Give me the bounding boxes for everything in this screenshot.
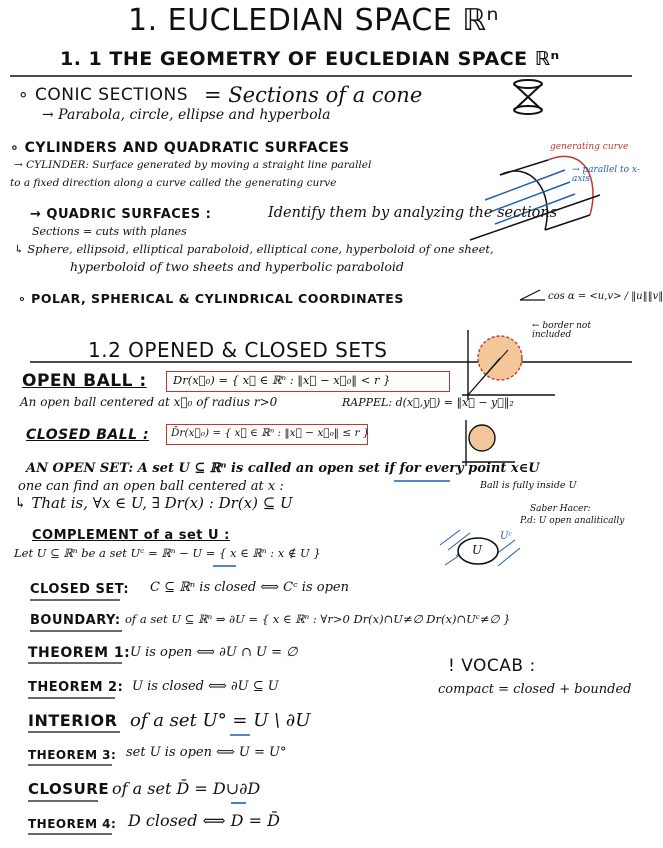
closed-set-text: C ⊆ ℝⁿ is closed ⟺ Cᶜ is open	[150, 580, 349, 595]
vocab-heading: ! VOCAB :	[448, 656, 536, 676]
theorem-2-text: U is closed ⟺ ∂U ⊆ U	[132, 679, 279, 694]
theorem-1-label: THEOREM 1:	[28, 645, 131, 661]
open-set-line2: one can find an open ball centered at x :	[18, 479, 284, 494]
open-set-line3: ↳ That is, ∀x ∈ U, ∃ Dr(x) : Dr(x) ⊆ U	[14, 494, 293, 512]
closed-set-label: CLOSED SET:	[30, 582, 130, 597]
section-1-1-title: 1. 1 THE GEOMETRY OF EUCLEDIAN SPACE ℝⁿ	[60, 48, 560, 70]
saber-line2: P.d: U open analitically	[520, 516, 625, 526]
theorem-3-label: THEOREM 3:	[28, 748, 117, 762]
open-set-note: Ball is fully inside U	[480, 480, 577, 491]
open-set-line1: AN OPEN SET: A set U ⊆ ℝⁿ is called an open set if for every point x∈U	[26, 461, 540, 476]
generating-curve-label: generating curve	[550, 142, 629, 152]
closed-ball-sketch	[462, 420, 515, 466]
closure-label: CLOSURE	[28, 780, 110, 798]
closure-text: of a set D̄ = D∪∂D	[112, 779, 261, 798]
closed-ball-box	[166, 424, 368, 445]
complement-heading: COMPLEMENT of a set U :	[32, 528, 230, 543]
interior-label: INTERIOR	[28, 711, 118, 730]
cylinders-heading: ∘ CYLINDERS AND QUADRATIC SURFACES	[10, 140, 350, 156]
open-ball-box	[166, 371, 450, 392]
theorem-1-text: U is open ⟺ ∂U ∩ U = ∅	[130, 645, 298, 660]
polar-heading: ∘ POLAR, SPHERICAL & CYLINDRICAL COORDINATES	[18, 291, 404, 306]
theorem-3-text: set U is open ⟺ U = U°	[126, 745, 287, 760]
open-ball-sketch	[462, 330, 555, 400]
closed-ball-def: D̄r(x⃗₀) = { x⃗ ∈ ℝⁿ : ‖x⃗ − x⃗₀‖ ≤ r }	[171, 427, 370, 439]
polar-formula: cos α = <u,v> / ‖u‖‖v‖	[548, 291, 663, 302]
theorem-4-text: D closed ⟺ D = D̄	[128, 811, 280, 830]
boundary-label: BOUNDARY:	[30, 613, 121, 628]
border-note: ← border not included	[532, 321, 591, 340]
conic-sub: → Parabola, circle, ellipse and hyperbola	[42, 107, 331, 123]
angle-sketch	[520, 290, 545, 300]
cone-sketch	[514, 80, 542, 114]
quadric-list-1: ↳ Sphere, ellipsoid, elliptical paraboloid, elliptical cone, hyperboloid of one sheet,	[14, 242, 494, 256]
page-title: 1. EUCLEDIAN SPACE ℝⁿ	[128, 3, 499, 38]
quadric-list-2: hyperboloid of two sheets and hyperbolic paraboloid	[70, 259, 404, 274]
closed-ball-label: CLOSED BALL :	[26, 427, 150, 443]
cylinder-def-1: → CYLINDER: Surface generated by moving a straight line parallel	[14, 159, 372, 171]
interior-text: of a set U° = U \ ∂U	[130, 710, 311, 731]
open-ball-def: Dr(x⃗₀) = { x⃗ ∈ ℝⁿ : ‖x⃗ − x⃗₀‖ < r }	[173, 373, 391, 387]
cylinder-def-2: to a fixed direction along a curve called the generating curve	[10, 177, 337, 189]
sections-def: Sections = cuts with planes	[32, 225, 187, 238]
quadric-heading: → QUADRIC SURFACES :	[30, 207, 212, 222]
complement-u-label: U	[472, 543, 483, 557]
open-ball-label: OPEN BALL :	[22, 371, 147, 391]
vocab-line: compact = closed + bounded	[438, 682, 632, 697]
theorem-2-label: THEOREM 2:	[28, 680, 124, 695]
complement-def: Let U ⊆ ℝⁿ be a set Uᶜ = ℝⁿ − U = { x ∈ ℝⁿ : x ∉ U }	[14, 546, 321, 560]
theorem-4-label: THEOREM 4:	[28, 817, 117, 831]
conic-eq: = Sections of a cone	[204, 83, 423, 107]
complement-uc-label: Uᶜ	[500, 531, 512, 542]
boundary-text: of a set U ⊆ ℝⁿ ⇒ ∂U = { x ∈ ℝⁿ : ∀r>0 Dr(x)∩U≠∅ Dr(x)∩Uᶜ≠∅ }	[125, 612, 511, 626]
parallel-label: → parallel to x-axis	[572, 165, 640, 184]
rappel: RAPPEL: d(x⃗,y⃗) = ‖x⃗ − y⃗‖₂	[342, 396, 514, 409]
open-ball-desc: An open ball centered at x⃗₀ of radius r>0	[20, 395, 278, 409]
quadric-desc: Identify them by analyzing the sections	[268, 205, 558, 221]
section-1-2-title: 1.2 OPENED & CLOSED SETS	[88, 338, 388, 362]
conic-heading: ∘ CONIC SECTIONS	[18, 85, 188, 105]
saber-line1: Saber Hacer:	[530, 504, 591, 514]
